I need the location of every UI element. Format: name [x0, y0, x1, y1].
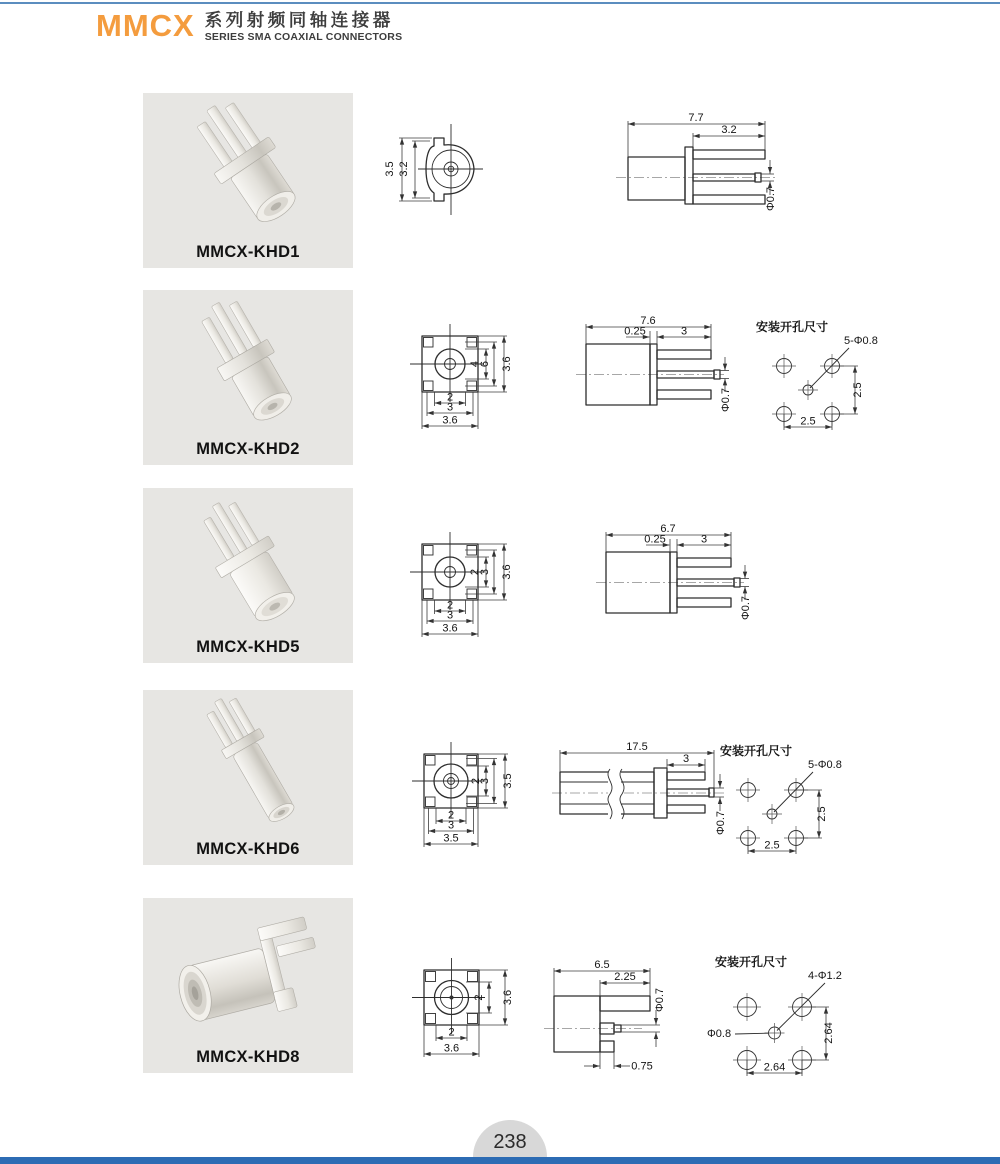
- dim-label: Φ0.7: [654, 987, 666, 1013]
- header-text: [205, 10, 403, 43]
- dim-label: 2: [473, 994, 485, 1001]
- khd5-side-view: [592, 522, 750, 642]
- header-title-cn: 系列射频同轴连接器: [204, 10, 394, 30]
- dim-label: 2.5: [800, 415, 816, 428]
- khd6-mounting-pattern: [712, 740, 880, 860]
- dim-label: 2: [446, 391, 454, 404]
- khd5-front-view: [404, 524, 512, 644]
- dim-label: 4: [469, 360, 481, 368]
- dim-label: 0.25: [624, 325, 646, 338]
- product-model-label: MMCX-KHD1: [196, 243, 300, 261]
- connector-render-khd1: [143, 93, 353, 241]
- dim-label: 7.6: [640, 315, 656, 327]
- khd2-front-view: [404, 316, 512, 436]
- dim-label: 2.5: [816, 806, 828, 822]
- connector-render-khd2: [143, 290, 353, 438]
- dim-label: 2: [469, 568, 481, 576]
- dim-label: 3: [479, 777, 491, 785]
- product-model-label: MMCX-KHD5: [196, 638, 300, 656]
- dim-label: 3: [446, 401, 454, 414]
- dim-label: 7.7: [688, 112, 704, 124]
- dim-label: 2: [448, 1026, 455, 1039]
- dim-label: Φ0.7: [720, 387, 732, 413]
- khd8-mounting-pattern: [705, 950, 885, 1080]
- khd6-side-view: [552, 738, 730, 848]
- product-model-label: MMCX-KHD8: [196, 1048, 300, 1066]
- header-subtitle-en: SERIES SMA COAXIAL CONNECTORS: [204, 31, 403, 44]
- dim-label: 3.5: [443, 832, 459, 845]
- dim-label: 3: [682, 753, 690, 765]
- dim-label: 3.6: [502, 989, 514, 1006]
- dim-label: 3.2: [398, 161, 410, 177]
- product-model-label: MMCX-KHD2: [196, 440, 300, 458]
- connector-render-khd5: [143, 488, 353, 636]
- dim-label: 5-Φ0.8: [808, 759, 842, 771]
- dim-label: Φ0.7: [765, 186, 777, 212]
- connector-render-khd8: [143, 898, 353, 1046]
- page-number: 238: [493, 1131, 527, 1153]
- dim-label: 2.5: [764, 839, 780, 852]
- dim-label: 0.75: [631, 1060, 653, 1073]
- dim-label: Φ0.7: [715, 810, 727, 836]
- dim-label: 2: [470, 777, 482, 785]
- dim-label: 2.64: [823, 1022, 835, 1044]
- dim-label: 3.6: [442, 622, 458, 635]
- product-photo-khd5: [143, 488, 353, 663]
- dim-label: 3: [479, 568, 491, 576]
- dim-label: 3.6: [443, 1042, 460, 1055]
- dim-label: 17.5: [626, 741, 648, 753]
- brand-logo: MMCX: [96, 8, 195, 43]
- mounting-title: 安装开孔尺寸: [720, 744, 793, 758]
- product-photo-khd1: [143, 93, 353, 268]
- top-divider: [0, 2, 1000, 4]
- dim-label: 3.6: [501, 356, 513, 372]
- product-photo-khd2: [143, 290, 353, 465]
- product-photo-khd6: [143, 690, 353, 865]
- product-photo-khd8: [143, 898, 353, 1073]
- dim-label: 2.25: [614, 971, 636, 983]
- dim-label: 3: [446, 609, 454, 622]
- dim-label: 3.6: [501, 564, 513, 580]
- page-header: [96, 10, 402, 43]
- dim-label: 6.7: [660, 523, 676, 535]
- product-model-label: MMCX-KHD6: [196, 840, 300, 858]
- khd2-side-view: [572, 314, 730, 434]
- dim-label: 3.5: [384, 161, 396, 177]
- dim-label: Φ0.7: [740, 595, 752, 621]
- khd8-side-view: [542, 948, 722, 1078]
- dim-label: 2.64: [763, 1061, 786, 1074]
- khd2-mounting-pattern: [748, 316, 916, 436]
- khd1-front-view: [382, 112, 494, 227]
- khd8-front-view: [406, 952, 518, 1064]
- khd1-side-view: [598, 100, 784, 222]
- dim-label: 6.5: [594, 959, 610, 971]
- dim-label: 2.5: [852, 382, 864, 398]
- dim-label: 3.6: [442, 414, 458, 427]
- bottom-bar: [0, 1157, 1000, 1164]
- page-number-bubble: [473, 1120, 547, 1157]
- dim-label: 0.25: [644, 533, 666, 546]
- connector-render-khd6: [143, 690, 353, 838]
- dim-label: 2: [447, 809, 455, 822]
- dim-label: 5-Φ0.8: [844, 335, 878, 347]
- mounting-title: 安装开孔尺寸: [756, 320, 829, 334]
- dim-label: 3.5: [502, 773, 514, 789]
- dim-label: 3.2: [721, 124, 737, 136]
- khd6-front-view: [406, 736, 518, 852]
- dim-label: Φ0.8: [707, 1028, 732, 1040]
- dim-label: 6: [479, 360, 491, 368]
- dim-label: 4-Φ1.2: [808, 970, 842, 982]
- dim-label: 3: [680, 325, 688, 338]
- dim-label: 3: [700, 533, 708, 546]
- dim-label: 3: [447, 819, 455, 832]
- dim-label: 2: [446, 599, 454, 612]
- mounting-title: 安装开孔尺寸: [715, 955, 788, 969]
